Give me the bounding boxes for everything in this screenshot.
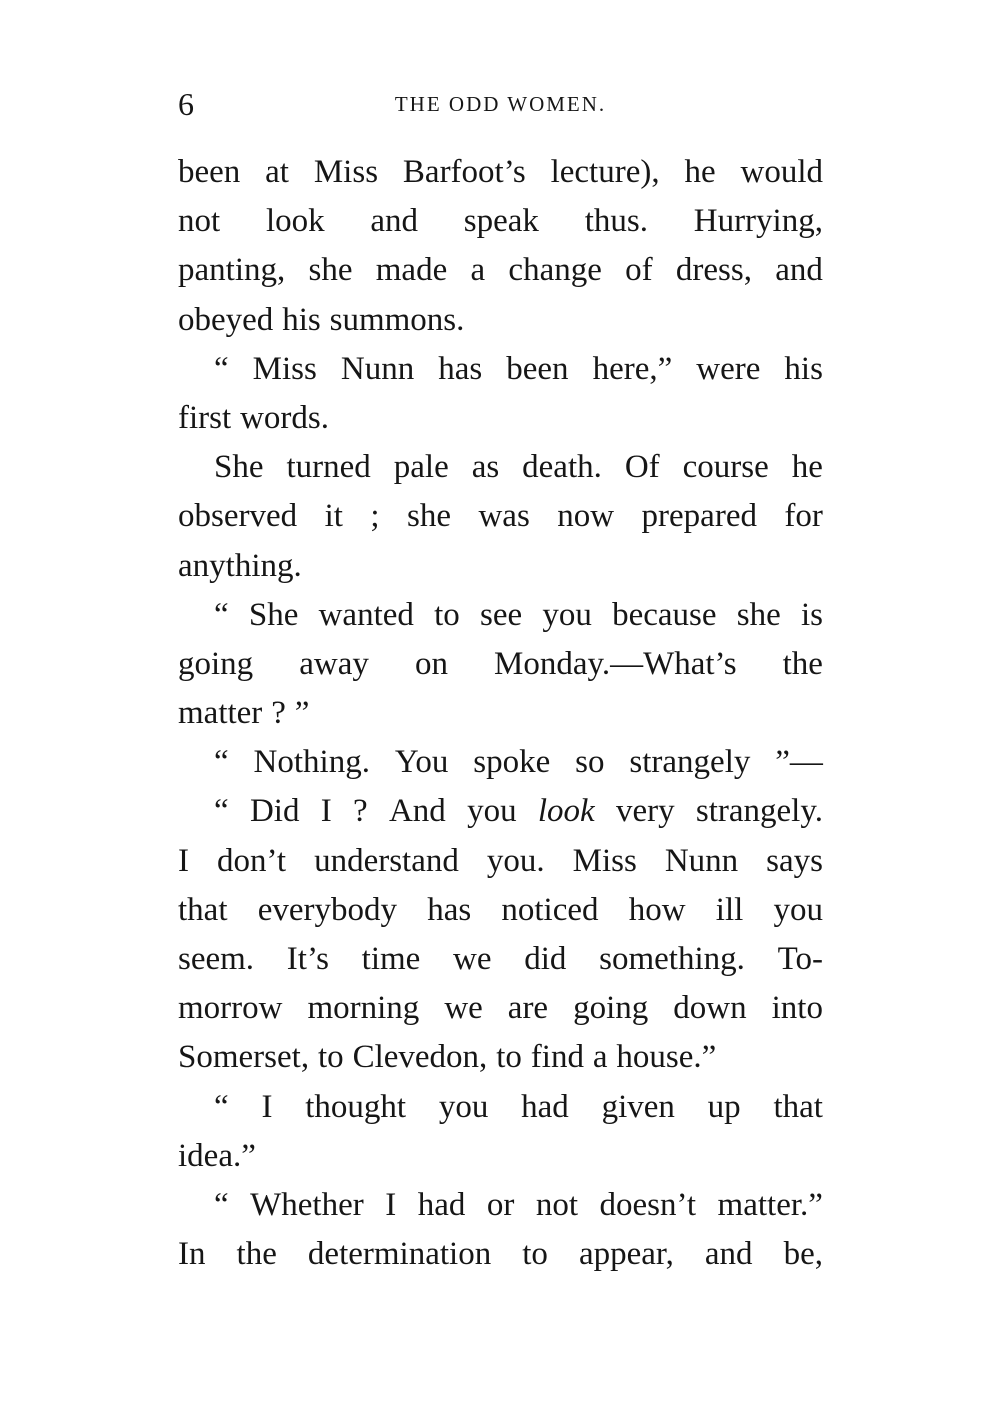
word: a (592, 1039, 608, 1076)
word: says (766, 842, 823, 879)
word: spoke (473, 744, 551, 781)
word: time (361, 941, 421, 977)
word: not (535, 1186, 579, 1223)
word: observed (178, 498, 298, 535)
word: did (524, 941, 567, 977)
word: be, (783, 1236, 823, 1273)
word: ”— (775, 744, 823, 781)
word: thus. (584, 203, 648, 240)
word: ? (353, 793, 368, 830)
word: ” (294, 695, 310, 732)
word: Nunn (340, 350, 415, 387)
word: house.” (616, 1039, 717, 1076)
text-line (178, 787, 823, 836)
word: I (261, 1088, 273, 1125)
word: see (480, 596, 523, 633)
word: his (282, 301, 321, 338)
word: away (299, 645, 369, 682)
word: thought (305, 1088, 407, 1125)
word: you (467, 793, 517, 830)
word: anything. (178, 547, 302, 584)
running-title: THE ODD WOMEN. (394, 92, 607, 116)
text-line (178, 148, 823, 197)
word: It’s (286, 941, 329, 977)
word: ill (715, 891, 744, 928)
word: to (317, 1039, 344, 1076)
word: his (784, 350, 823, 387)
word: I (178, 842, 189, 879)
word: Monday.—What’s (494, 645, 737, 682)
text-line (178, 1181, 823, 1230)
word: Clevedon, (352, 1039, 488, 1076)
word: you (542, 596, 592, 633)
text-line (178, 443, 823, 492)
word: matter.” (717, 1186, 823, 1223)
word: matter (178, 695, 263, 732)
word: words. (240, 399, 329, 436)
word: up (707, 1088, 741, 1125)
word: for (784, 498, 823, 535)
text-line (178, 1132, 823, 1181)
word: she (308, 252, 353, 289)
word: and (775, 252, 823, 289)
word: strangely (629, 744, 751, 781)
text-line (178, 886, 823, 935)
word: or (486, 1186, 515, 1223)
word: panting, (178, 252, 286, 289)
word: summons. (329, 301, 465, 338)
word: I (320, 793, 332, 830)
word: how (628, 891, 686, 928)
page-number: 6 (178, 86, 194, 122)
word: made (375, 252, 448, 289)
word: not (178, 203, 221, 240)
word: Whether (250, 1186, 364, 1223)
word: don’t (217, 842, 287, 879)
word: lecture), (550, 154, 660, 190)
word: doesn’t (599, 1186, 697, 1223)
word: because (612, 596, 717, 633)
word: you (773, 891, 823, 928)
word: to (496, 1039, 522, 1076)
word: and (370, 203, 419, 240)
word: into (771, 990, 823, 1027)
word: had (417, 1186, 466, 1223)
word: pale (393, 449, 449, 486)
word: “ (214, 793, 229, 830)
word: Nothing. (253, 744, 370, 781)
word: “ (214, 596, 229, 633)
text-line (178, 738, 823, 787)
word: Hurrying, (693, 203, 823, 240)
word: has (438, 350, 483, 387)
word: were (696, 350, 761, 387)
text-line (178, 935, 823, 984)
word: and (704, 1236, 753, 1273)
text-line (178, 1083, 823, 1132)
word: was (478, 498, 530, 535)
word: understand (314, 842, 459, 879)
word: are (507, 990, 549, 1027)
word: ; (370, 498, 380, 535)
text-line (178, 640, 823, 689)
text-line (178, 296, 823, 345)
word: “ (214, 350, 229, 387)
word: down (673, 990, 747, 1027)
word: had (521, 1088, 569, 1125)
word: “ (214, 1088, 229, 1125)
word: has (427, 891, 472, 928)
word: to (434, 596, 460, 633)
word: And (388, 793, 446, 830)
word: She (248, 596, 299, 633)
word: would (740, 154, 823, 190)
text-line (178, 542, 823, 591)
word: She (214, 449, 264, 486)
word: dress, (675, 252, 752, 289)
word: wanted (318, 596, 414, 633)
text-line (178, 345, 823, 394)
word: so (575, 744, 605, 781)
text-line (178, 984, 823, 1033)
word: at (265, 154, 289, 190)
word: appear, (578, 1236, 674, 1273)
text-line (178, 246, 823, 295)
word: Nunn (664, 842, 739, 879)
word: seem. (178, 941, 255, 977)
word: the (236, 1236, 277, 1273)
word: very (615, 793, 675, 830)
text-line (178, 689, 823, 738)
word: he (684, 154, 716, 190)
word: change (508, 252, 602, 289)
word: speak (463, 203, 539, 240)
running-head (178, 84, 823, 124)
word: here,” (592, 350, 673, 387)
word: Miss (572, 842, 637, 879)
text-line (178, 394, 823, 443)
word: Of (624, 449, 660, 486)
word: strangely. (695, 793, 823, 830)
word: is (800, 596, 823, 633)
word: prepared (641, 498, 757, 535)
text-line (178, 197, 823, 246)
word: death. (522, 449, 602, 486)
text-line (178, 1033, 823, 1082)
word: going (178, 645, 254, 682)
word: course (682, 449, 769, 486)
word: Miss (252, 350, 317, 387)
word: morning (307, 990, 420, 1027)
word: given (601, 1088, 675, 1125)
word: everybody (257, 891, 397, 928)
word: turned (286, 449, 371, 486)
word: to (522, 1236, 548, 1273)
word: on (414, 645, 448, 682)
word: he (791, 449, 823, 486)
body-text (178, 148, 823, 1279)
word: look (537, 793, 595, 830)
word: idea.” (178, 1137, 256, 1174)
word: been (506, 350, 569, 387)
word: you (438, 1088, 489, 1125)
word: Miss (313, 154, 379, 190)
word: as (471, 449, 500, 486)
word: you. (486, 842, 545, 879)
word: she (407, 498, 452, 535)
word: In (178, 1236, 206, 1273)
word: we (444, 990, 483, 1027)
word: she (736, 596, 781, 633)
text-line (178, 837, 823, 886)
word: Barfoot’s (402, 154, 526, 190)
word: obeyed (178, 301, 274, 338)
word: Did (249, 793, 300, 830)
text-line (178, 591, 823, 640)
word: of (625, 252, 653, 289)
word: “ (214, 744, 229, 781)
word: “ (214, 1186, 229, 1223)
word: it (324, 498, 343, 535)
word: noticed (501, 891, 599, 928)
text-line (178, 1230, 823, 1279)
word: ? (271, 695, 286, 732)
word: find (530, 1039, 584, 1076)
word: been (178, 154, 241, 190)
word: going (573, 990, 649, 1027)
word: something. (599, 941, 745, 977)
word: determination (307, 1236, 492, 1273)
text-line (178, 492, 823, 541)
word: Somerset, (178, 1039, 310, 1076)
word: that (178, 891, 228, 928)
word: morrow (178, 990, 283, 1027)
word: I (385, 1186, 397, 1223)
word: that (773, 1088, 823, 1125)
word: You (394, 744, 449, 781)
word: first (178, 399, 232, 436)
word: the (782, 645, 823, 682)
word: To- (777, 941, 823, 977)
word: we (453, 941, 492, 977)
word: a (470, 252, 486, 289)
word: now (557, 498, 615, 535)
word: look (265, 203, 325, 240)
